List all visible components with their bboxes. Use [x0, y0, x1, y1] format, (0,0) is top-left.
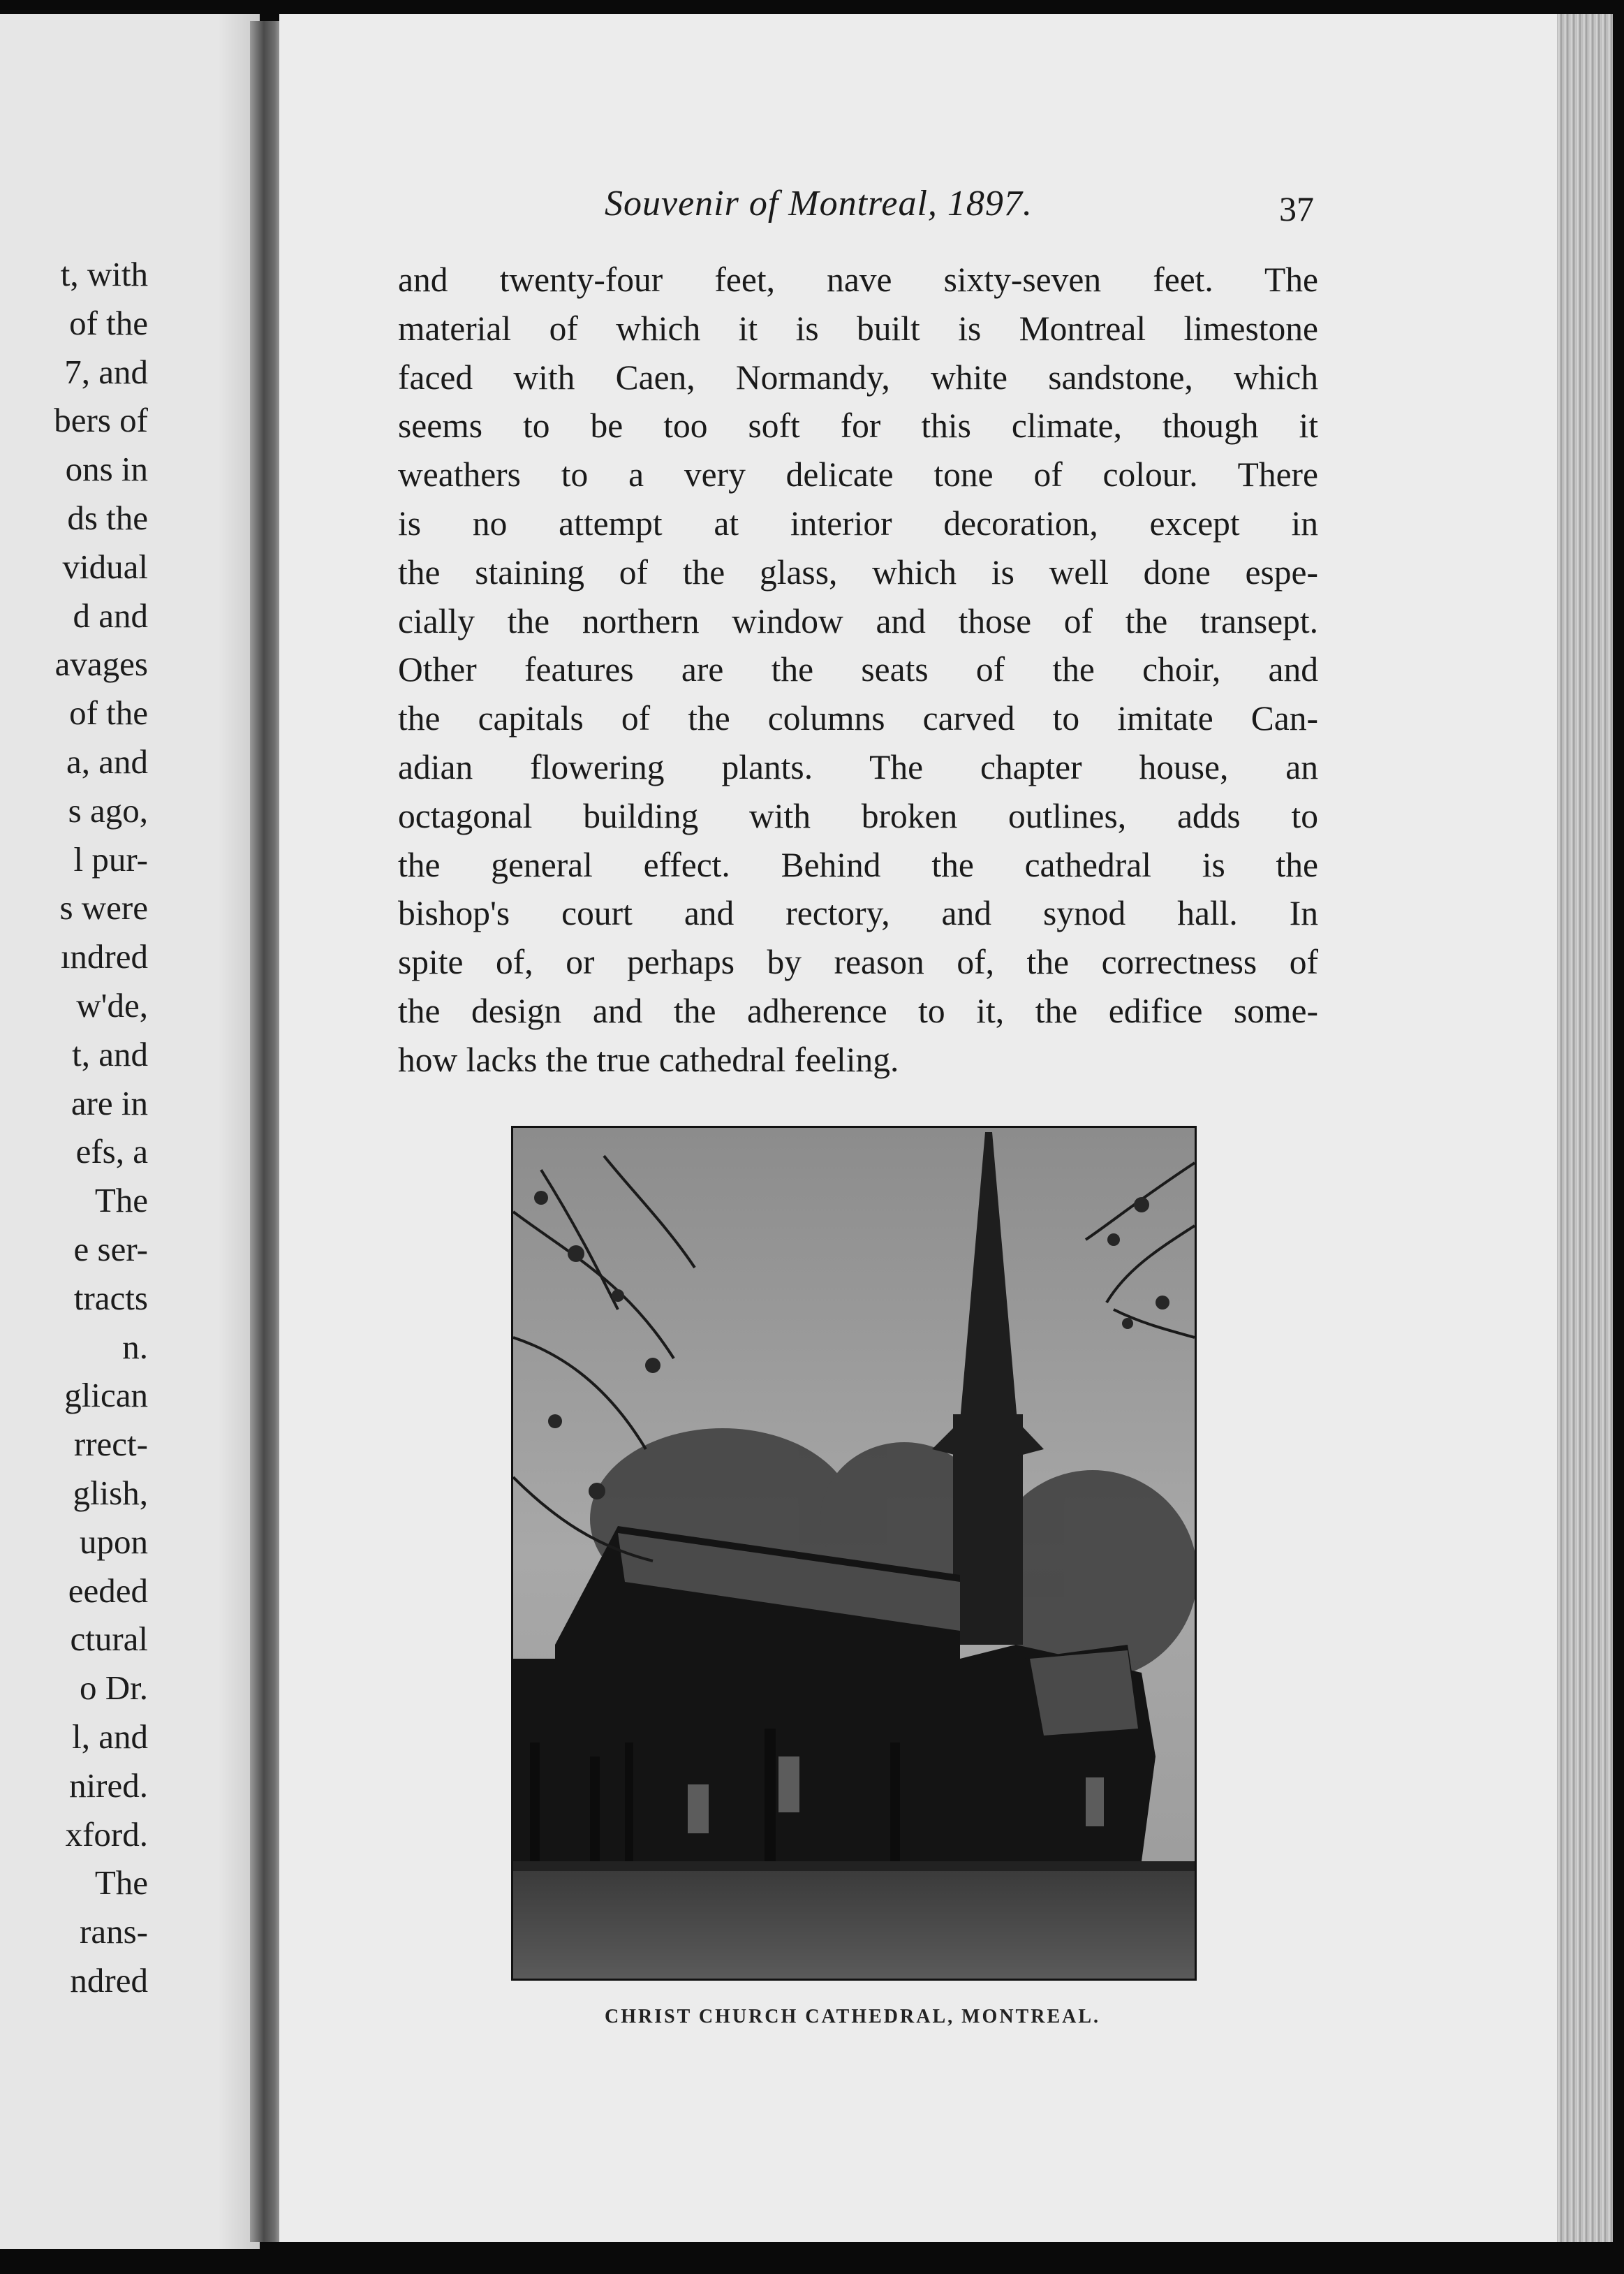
left-line: eeded — [68, 1571, 148, 1610]
text-line: the capitals of the columns carved to imitate Can- — [398, 699, 1318, 738]
text-line: spite of, or perhaps by reason of, the correctness of — [398, 943, 1318, 982]
left-line: ndred — [70, 1960, 148, 2000]
text-line: octagonal building with broken outlines, adds to — [398, 796, 1318, 835]
left-line: bers of — [54, 401, 148, 440]
left-line: tracts — [73, 1278, 148, 1317]
left-line: rrect- — [73, 1425, 148, 1464]
left-line: glican — [64, 1376, 148, 1415]
running-head-title: Souvenir of Montreal, 1897. — [605, 184, 1033, 223]
left-line: xford. — [65, 1814, 148, 1854]
text-line: is no attempt at interior decoration, except in — [398, 504, 1318, 543]
left-line: s were — [59, 888, 148, 927]
left-line: t, with — [60, 255, 148, 293]
left-line: of the — [69, 303, 148, 342]
ground — [513, 1868, 1195, 1979]
fence — [513, 1861, 1195, 1871]
left-line: ındred — [60, 937, 148, 976]
left-line: l pur- — [73, 839, 148, 879]
left-line: glish, — [73, 1473, 148, 1512]
left-line: rans- — [80, 1912, 148, 1951]
left-line: The — [94, 1863, 148, 1902]
left-line: avages — [54, 645, 148, 684]
cathedral-photograph — [511, 1126, 1197, 1981]
text-line: the staining of the glass, which is well done espe- — [398, 552, 1318, 592]
text-line: adian flowering plants. The chapter house, an — [398, 747, 1318, 786]
text-line: Other features are the seats of the choir, and — [398, 650, 1318, 689]
text-line: how lacks the true cathedral feeling. — [398, 1040, 899, 1079]
left-line: vidual — [62, 547, 148, 586]
left-line: o Dr. — [80, 1668, 148, 1708]
left-line: efs, a — [75, 1132, 148, 1171]
left-line: a, and — [66, 742, 148, 781]
text-line: the general effect. Behind the cathedral is the — [398, 845, 1318, 884]
left-line: w'de, — [76, 985, 148, 1025]
left-line: upon — [80, 1522, 148, 1561]
left-line: ctural — [70, 1620, 148, 1659]
left-line: nired. — [69, 1766, 148, 1805]
text-line: seems to be too soft for this climate, though it — [398, 406, 1318, 446]
text-line: weathers to a very delicate tone of colour. There — [398, 455, 1318, 494]
body-paragraph — [398, 256, 1318, 1085]
left-facing-page — [0, 14, 260, 2249]
text-line: bishop's court and rectory, and synod hall. In — [398, 894, 1318, 933]
left-line: are in — [71, 1083, 148, 1122]
left-page-text — [0, 250, 148, 2005]
text-line: faced with Caen, Normandy, white sandstone, which — [398, 358, 1318, 397]
left-line: 7, and — [64, 352, 148, 391]
left-line: n. — [122, 1327, 148, 1366]
left-line: of the — [69, 694, 148, 733]
figure-caption: CHRIST CHURCH CATHEDRAL, MONTREAL. — [604, 2006, 1101, 2027]
text-line: and twenty-four feet, nave sixty-seven feet. The — [398, 261, 1318, 299]
left-line: The — [94, 1181, 148, 1220]
left-line: ons in — [65, 450, 148, 489]
page-number: 37 — [1279, 189, 1314, 228]
left-line: e ser- — [73, 1229, 148, 1268]
text-line: the design and the adherence to it, the edifice some- — [398, 991, 1318, 1030]
text-line: cially the northern window and those of the transept. — [398, 601, 1318, 640]
cathedral-illustration — [513, 1128, 1195, 1979]
left-line: d and — [73, 596, 148, 635]
left-line: t, and — [72, 1034, 148, 1073]
text-line: material of which it is built is Montreal limestone — [398, 309, 1318, 348]
page-edges — [1557, 14, 1613, 2242]
left-line: s ago, — [68, 791, 148, 830]
left-line: l, and — [72, 1717, 148, 1756]
left-line: ds the — [67, 498, 148, 537]
